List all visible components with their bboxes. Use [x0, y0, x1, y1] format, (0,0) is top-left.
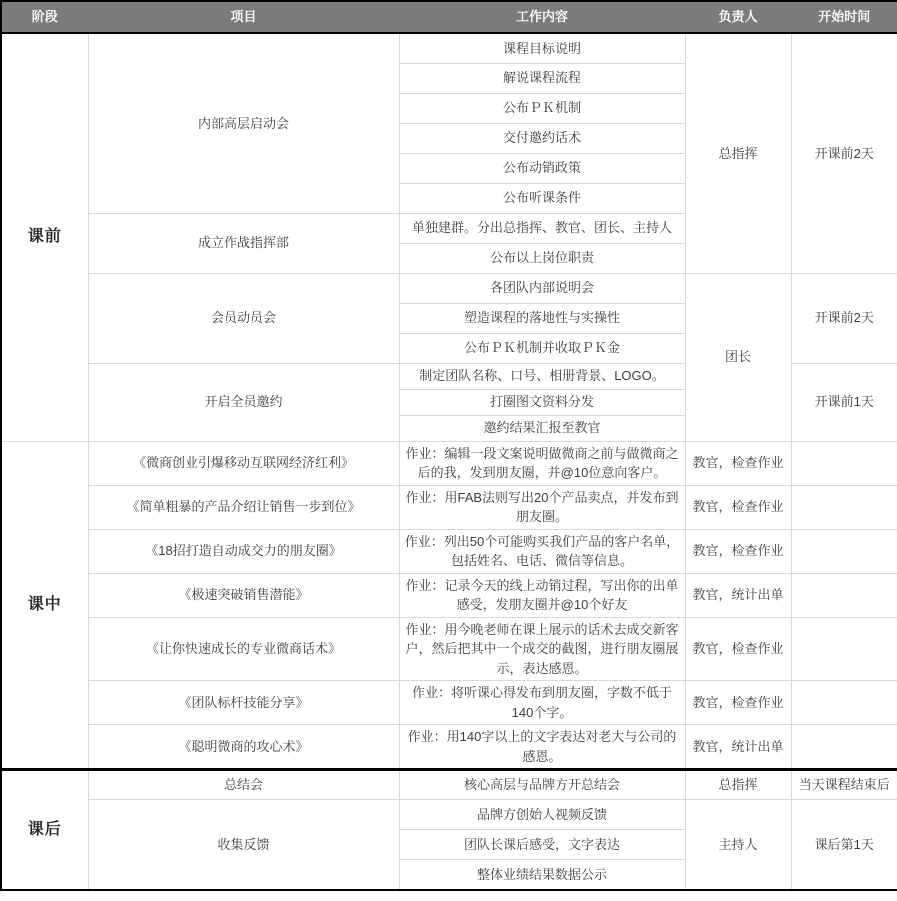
- table-row: [1, 617, 897, 681]
- table-row: [1, 273, 897, 303]
- stage-cell: 课前: [1, 33, 88, 441]
- project-cell: 《微商创业引爆移动互联网经济红利》: [88, 441, 399, 485]
- content-cell: 解说课程流程: [399, 63, 685, 93]
- project-cell: 《18招打造自动成交力的朋友圈》: [88, 529, 399, 573]
- content-cell: 公布听课条件: [399, 183, 685, 213]
- content-cell: 公布ＰＫ机制并收取ＰＫ金: [399, 333, 685, 363]
- start-cell: [791, 681, 897, 725]
- content-cell: 公布以上岗位职责: [399, 243, 685, 273]
- content-cell: 塑造课程的落地性与实操性: [399, 303, 685, 333]
- content-cell: 核心高层与品牌方开总结会: [399, 770, 685, 800]
- table-row: [1, 529, 897, 573]
- header-cell-owner: 负责人: [685, 1, 791, 33]
- project-cell: 开启全员邀约: [88, 363, 399, 441]
- content-cell: 作业：记录今天的线上动销过程，写出你的出单感受，发朋友圈并@10个好友: [399, 573, 685, 617]
- table-row: [1, 681, 897, 725]
- owner-cell: 总指挥: [685, 770, 791, 800]
- content-cell: 各团队内部说明会: [399, 273, 685, 303]
- project-cell: 会员动员会: [88, 273, 399, 363]
- owner-cell: 教官，检查作业: [685, 617, 791, 681]
- project-cell: 收集反馈: [88, 800, 399, 890]
- project-cell: 《团队标杆技能分享》: [88, 681, 399, 725]
- project-cell: 《让你快速成长的专业微商话术》: [88, 617, 399, 681]
- content-cell: 制定团队名称、口号、相册背景、LOGO。: [399, 363, 685, 389]
- owner-cell: 教官，检查作业: [685, 485, 791, 529]
- project-cell: 《聪明微商的攻心术》: [88, 725, 399, 770]
- project-cell: 总结会: [88, 770, 399, 800]
- content-cell: 整体业绩结果数据公示: [399, 860, 685, 890]
- table-row: [1, 725, 897, 770]
- table-row: [1, 485, 897, 529]
- content-cell: 作业：将听课心得发布到朋友圈，字数不低于140个字。: [399, 681, 685, 725]
- project-cell: 《简单粗暴的产品介绍让销售一步到位》: [88, 485, 399, 529]
- start-cell: [791, 529, 897, 573]
- start-cell: [791, 441, 897, 485]
- owner-cell: 教官，检查作业: [685, 529, 791, 573]
- table-row: [1, 800, 897, 830]
- stage-cell: 课中: [1, 441, 88, 770]
- table-body: [1, 33, 897, 890]
- table-row: [1, 441, 897, 485]
- start-cell: [791, 725, 897, 770]
- owner-cell: 总指挥: [685, 33, 791, 273]
- header-cell-content: 工作内容: [399, 1, 685, 33]
- start-cell: 课后第1天: [791, 800, 897, 890]
- table-row: [1, 770, 897, 800]
- project-cell: 成立作战指挥部: [88, 213, 399, 273]
- content-cell: 课程目标说明: [399, 33, 685, 63]
- start-cell: [791, 485, 897, 529]
- header-cell-stage: 阶段: [1, 1, 88, 33]
- start-cell: [791, 573, 897, 617]
- content-cell: 作业：用FAB法则写出20个产品卖点，并发布到朋友圈。: [399, 485, 685, 529]
- project-cell: 内部高层启动会: [88, 33, 399, 213]
- owner-cell: 教官，统计出单: [685, 725, 791, 770]
- content-cell: 作业：用140字以上的文字表达对老大与公司的感恩。: [399, 725, 685, 770]
- table-row: [1, 33, 897, 63]
- content-cell: 作业：列出50个可能购买我们产品的客户名单，包括姓名、电话、微信等信息。: [399, 529, 685, 573]
- start-cell: 开课前2天: [791, 33, 897, 273]
- owner-cell: 团长: [685, 273, 791, 441]
- content-cell: 品牌方创始人视频反馈: [399, 800, 685, 830]
- content-cell: 公布ＰＫ机制: [399, 93, 685, 123]
- start-cell: 开课前2天: [791, 273, 897, 363]
- header-cell-start: 开始时间: [791, 1, 897, 33]
- project-cell: 《极速突破销售潜能》: [88, 573, 399, 617]
- content-cell: 交付邀约话术: [399, 123, 685, 153]
- content-cell: 作业：用今晚老师在课上展示的话术去成交新客户，然后把其中一个成交的截图，进行朋友圈展示，表达感恩。: [399, 617, 685, 681]
- content-cell: 打圈图文资料分发: [399, 389, 685, 415]
- content-cell: 单独建群。分出总指挥、教官、团长、主持人: [399, 213, 685, 243]
- owner-cell: 主持人: [685, 800, 791, 890]
- owner-cell: 教官，统计出单: [685, 573, 791, 617]
- content-cell: 公布动销政策: [399, 153, 685, 183]
- start-cell: 开课前1天: [791, 363, 897, 441]
- stage-cell: 课后: [1, 770, 88, 890]
- content-cell: 团队长课后感受，文字表达: [399, 830, 685, 860]
- owner-cell: 教官，检查作业: [685, 681, 791, 725]
- table-row: [1, 573, 897, 617]
- owner-cell: 教官，检查作业: [685, 441, 791, 485]
- start-cell: 当天课程结束后: [791, 770, 897, 800]
- content-cell: 作业：编辑一段文案说明做微商之前与做微商之后的我，发到朋友圈，并@10位意向客户。: [399, 441, 685, 485]
- content-cell: 邀约结果汇报至教官: [399, 415, 685, 441]
- header-cell-project: 项目: [88, 1, 399, 33]
- header-row: [1, 1, 897, 33]
- start-cell: [791, 617, 897, 681]
